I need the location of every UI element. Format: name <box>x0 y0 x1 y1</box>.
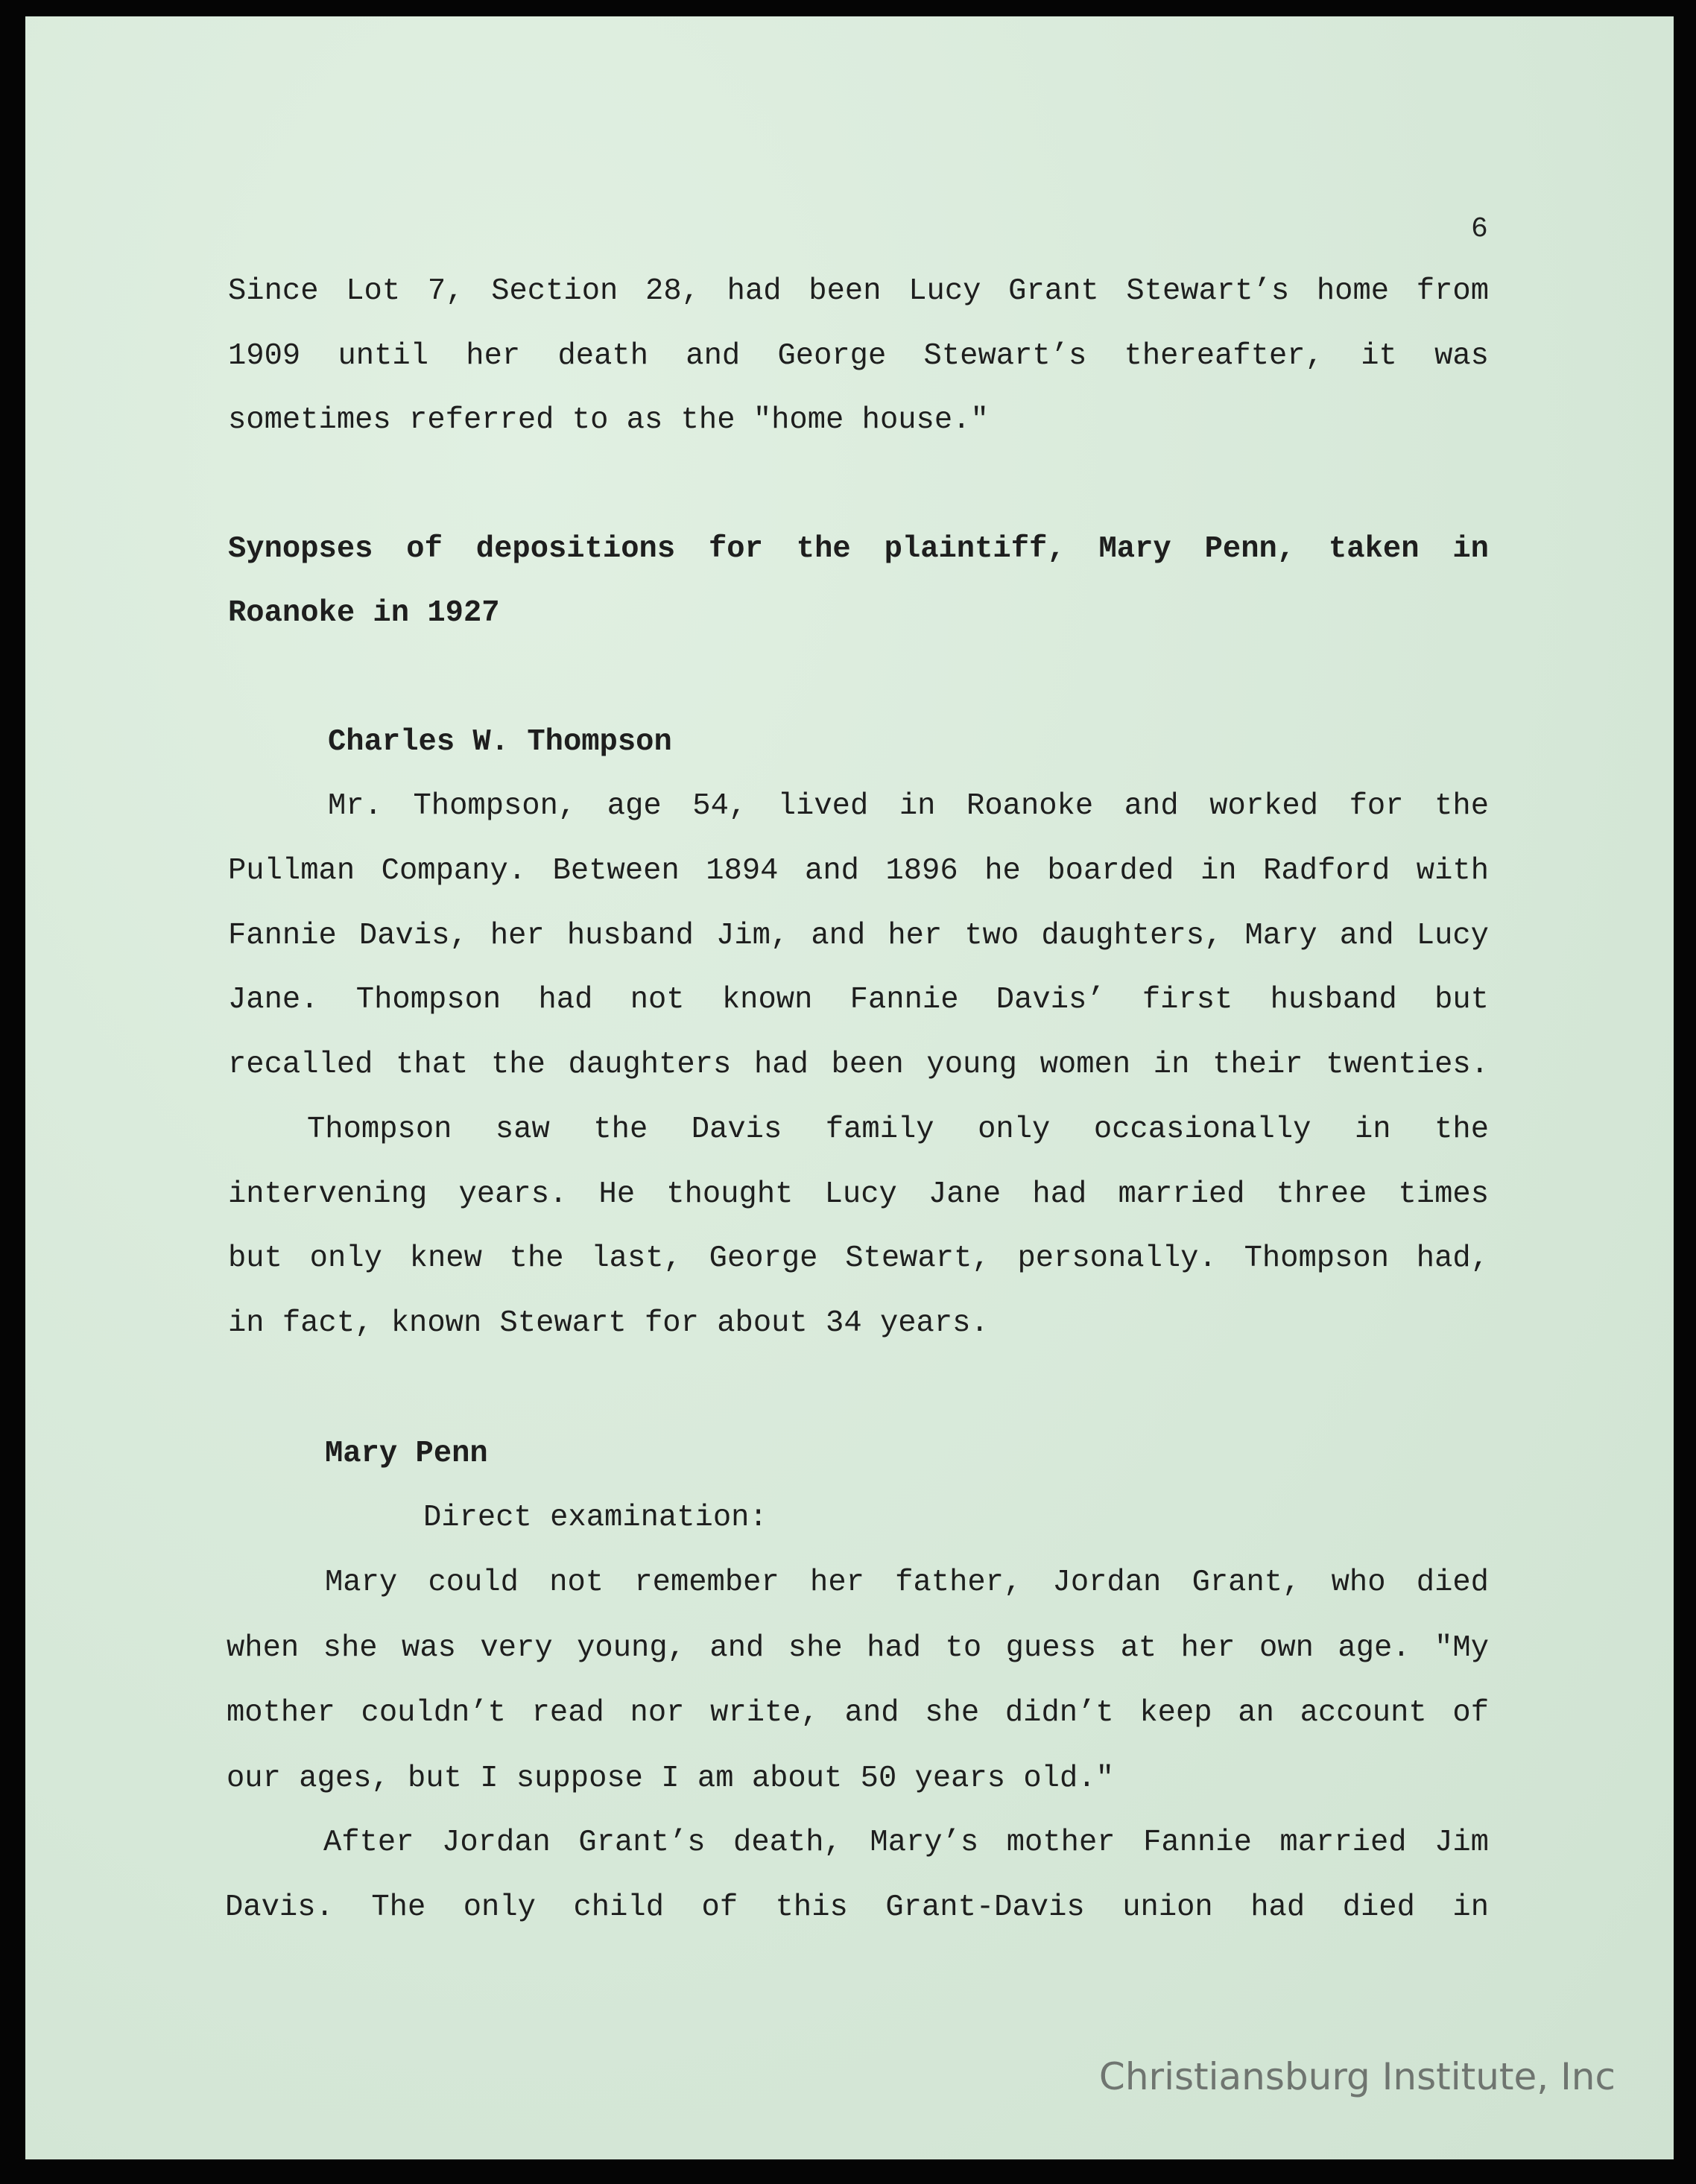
thompson-p2-line-3: but only knew the last, George Stewart, personally. Thompson had, <box>228 1241 1489 1276</box>
intro-line-3: sometimes referred to as the "home house." <box>228 403 989 437</box>
thompson-p2-line-4: in fact, known Stewart for about 34 years. <box>228 1306 989 1341</box>
penn-heading: Mary Penn <box>325 1437 488 1471</box>
thompson-p1-line-5: recalled that the daughters had been young women in their twenties. <box>228 1048 1489 1082</box>
penn-p1-line-2: when she was very young, and she had to guess at her own age. "My <box>227 1631 1489 1665</box>
penn-p2-line-1: After Jordan Grant’s death, Mary’s mother Fannie married Jim <box>323 1826 1489 1860</box>
penn-p2-line-2: Davis. The only child of this Grant-Davis union had died in <box>225 1890 1489 1925</box>
section-heading-line-2: Roanoke in 1927 <box>228 596 500 630</box>
page-number: 6 <box>1471 213 1488 245</box>
thompson-p2-line-1: Thompson saw the Davis family only occasionally in the <box>307 1112 1489 1147</box>
penn-p1-line-4: our ages, but I suppose I am about 50 years old." <box>227 1762 1114 1796</box>
penn-p1-line-3: mother couldn’t read nor write, and she didn’t keep an account of <box>227 1696 1489 1730</box>
watermark: Christiansburg Institute, Inc <box>1098 2055 1616 2098</box>
intro-line-2: 1909 until her death and George Stewart’s thereafter, it was <box>228 339 1489 373</box>
thompson-p2-line-2: intervening years. He thought Lucy Jane had married three times <box>228 1177 1489 1212</box>
thompson-p1-line-4: Jane. Thompson had not known Fannie Davis’ first husband but <box>228 983 1489 1017</box>
thompson-p1-line-3: Fannie Davis, her husband Jim, and her two daughters, Mary and Lucy <box>228 919 1489 953</box>
thompson-heading: Charles W. Thompson <box>328 725 672 759</box>
thompson-p1-line-1: Mr. Thompson, age 54, lived in Roanoke and worked for the <box>328 789 1489 823</box>
penn-subheading: Direct examination: <box>423 1501 768 1535</box>
penn-p1-line-1: Mary could not remember her father, Jordan Grant, who died <box>325 1566 1489 1600</box>
intro-line-1: Since Lot 7, Section 28, had been Lucy Grant Stewart’s home from <box>228 274 1489 308</box>
thompson-p1-line-2: Pullman Company. Between 1894 and 1896 he boarded in Radford with <box>228 854 1489 888</box>
section-heading-line-1: Synopses of depositions for the plaintiff, Mary Penn, taken in <box>228 532 1489 566</box>
